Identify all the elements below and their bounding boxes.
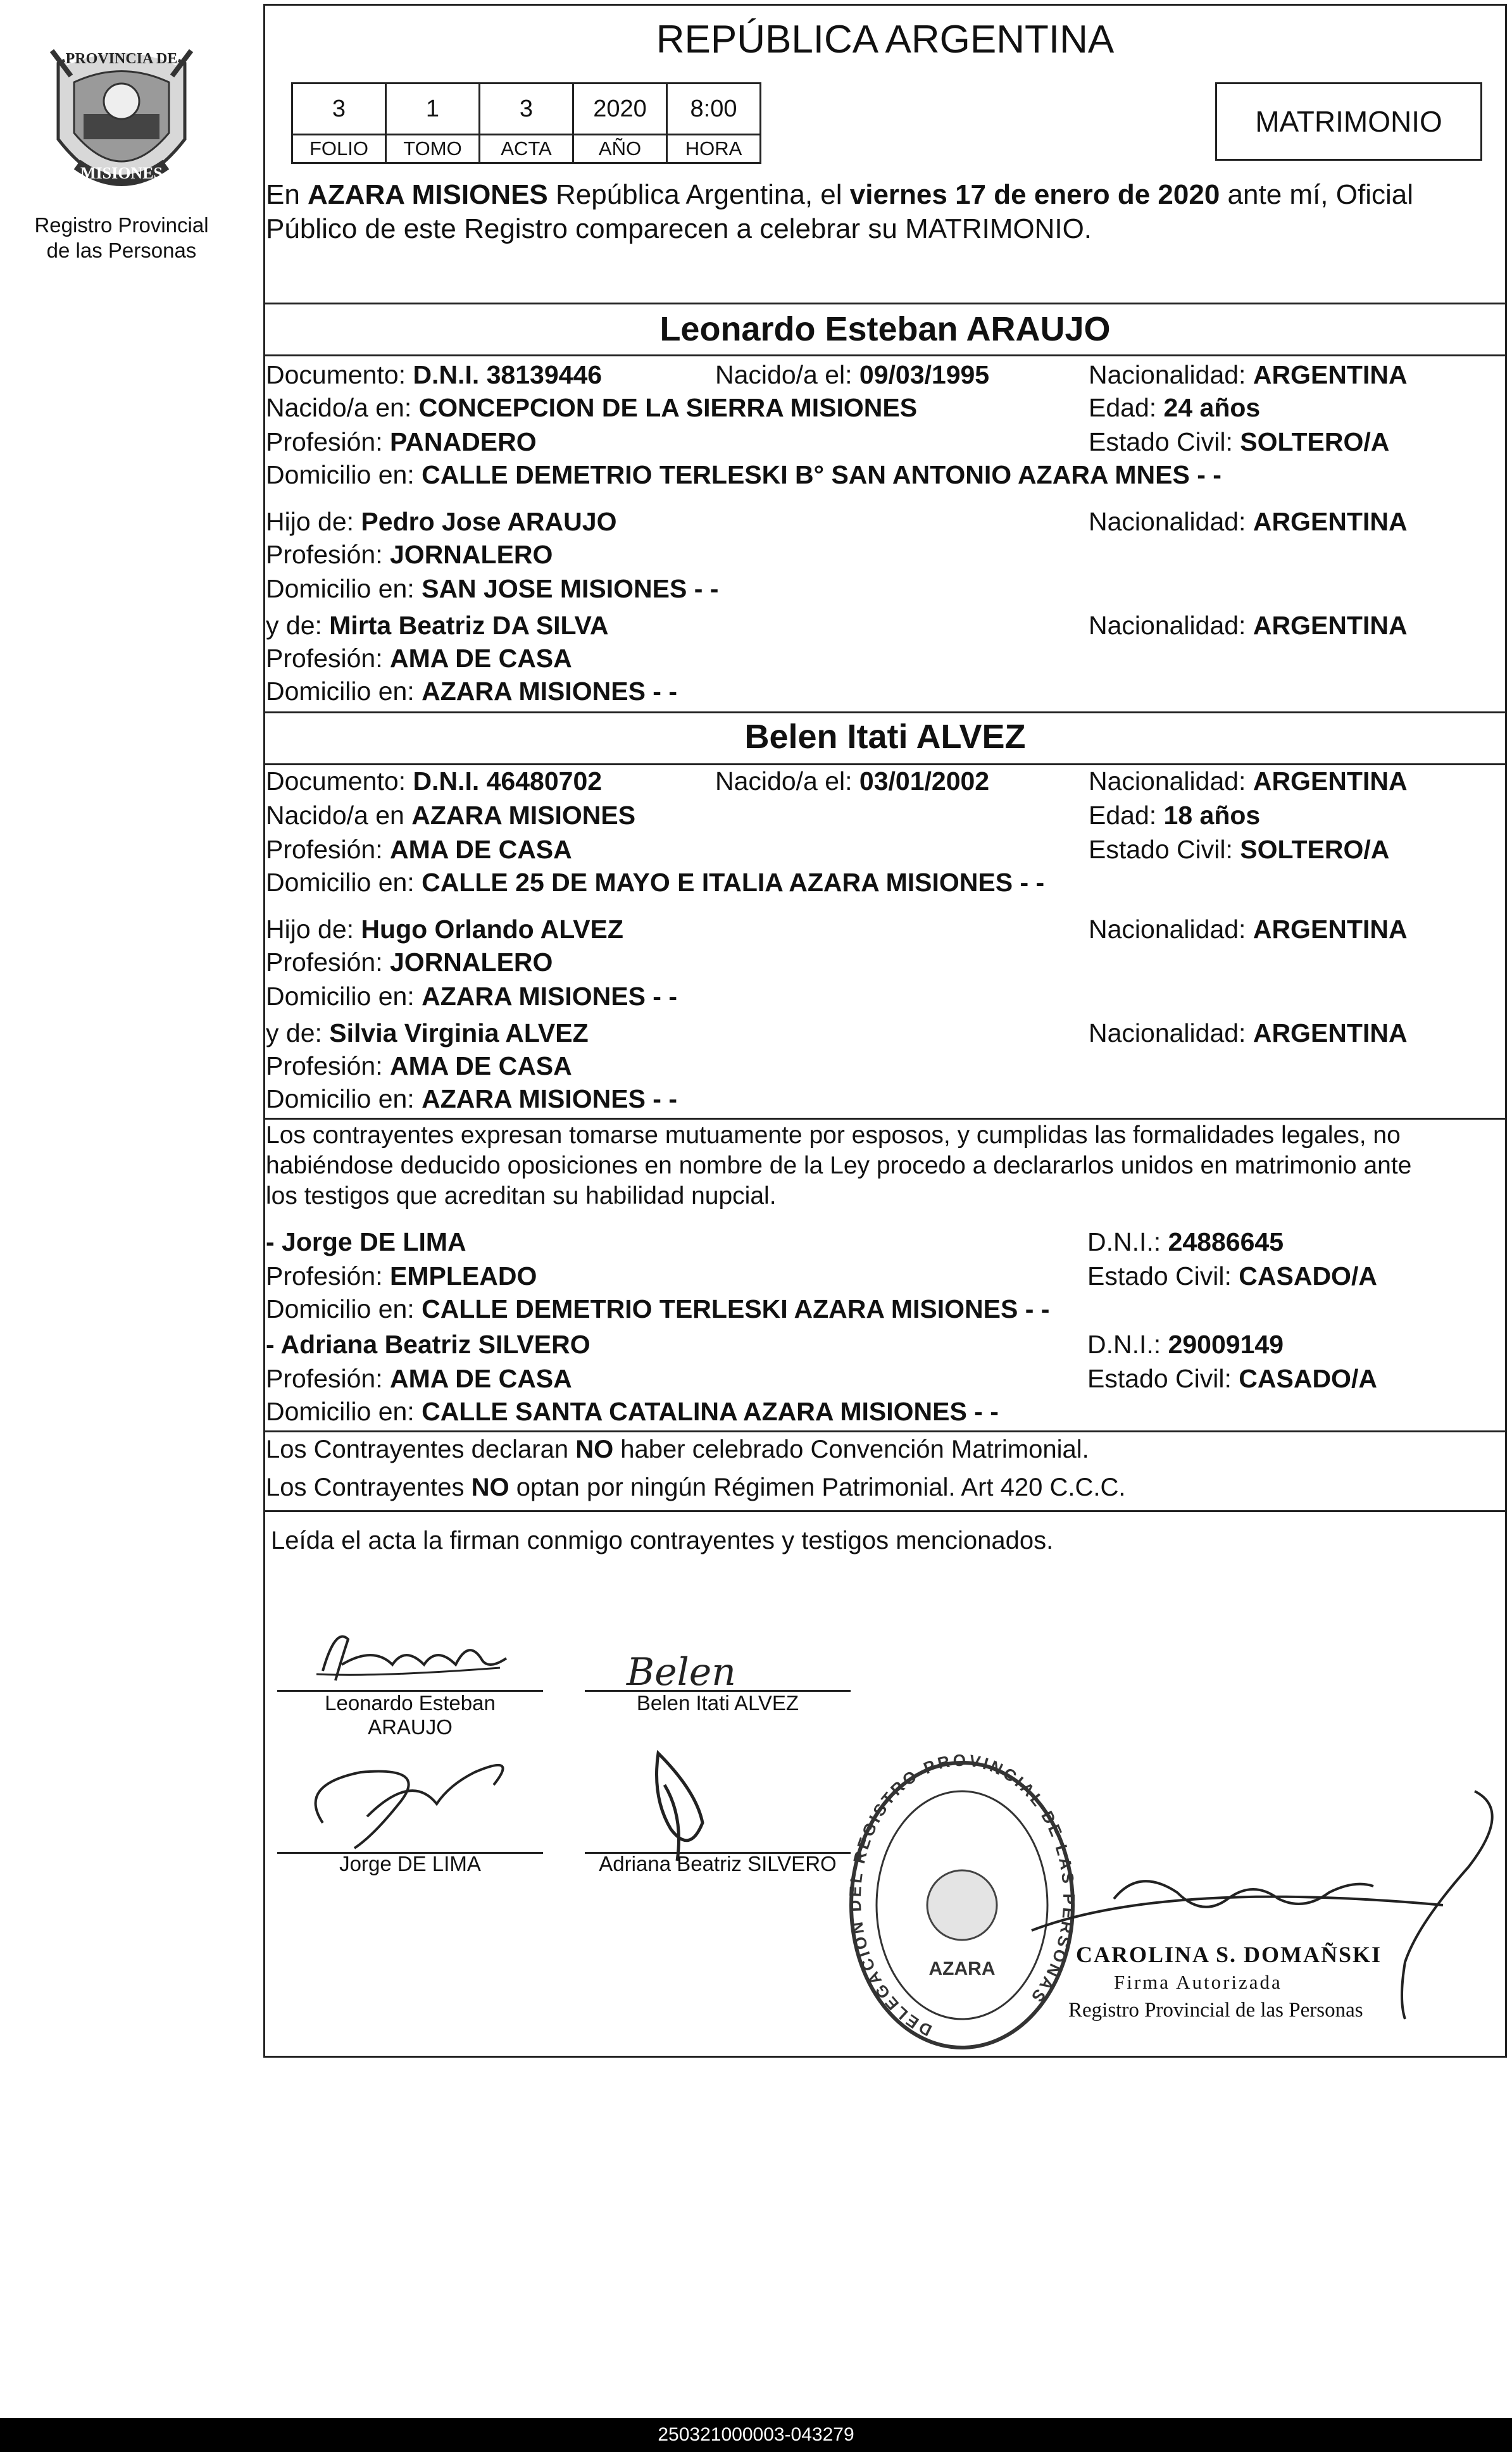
bride-domicile: Domicilio en: CALLE 25 DE MAYO E ITALIA AZARA MISIONES - -: [266, 868, 1045, 897]
intro-text: República Argentina, el: [547, 179, 850, 210]
bride-mother-nationality: Nacionalidad: ARGENTINA: [1089, 1018, 1408, 1048]
witness1-signature: [285, 1747, 525, 1855]
bride-mother-domicile: Domicilio en: AZARA MISIONES - -: [266, 1084, 678, 1113]
witness1-name: - Jorge DE LIMA: [266, 1227, 466, 1256]
convention-statement: Los Contrayentes declaran NO haber celebrado Convención Matrimonial.: [266, 1436, 1089, 1463]
groom-mother-nationality: Nacionalidad: ARGENTINA: [1089, 611, 1408, 640]
bride-father-nationality: Nacionalidad: ARGENTINA: [1089, 915, 1408, 944]
hora-label: HORA: [667, 135, 761, 163]
declaration-line-3: los testigos que acreditan su habilidad nupcial.: [266, 1182, 777, 1210]
groom-mother-domicile: Domicilio en: AZARA MISIONES - -: [266, 677, 678, 706]
groom-father-profession: Profesión: JORNALERO: [266, 540, 553, 569]
folio-label: FOLIO: [292, 135, 386, 163]
svg-text:MISIONES: MISIONES: [80, 164, 163, 182]
intro-date: viernes 17 de enero de 2020: [849, 179, 1220, 210]
groom-profession: Profesión: PANADERO: [266, 427, 537, 456]
groom-name: Leonardo Esteban ARAUJO: [659, 310, 1111, 348]
intro-line-2: Público de este Registro comparecen a celebrar su MATRIMONIO.: [266, 213, 1092, 244]
bride-mother-profession: Profesión: AMA DE CASA: [266, 1051, 572, 1080]
witness2-signature-label: Adriana Beatriz SILVERO: [599, 1852, 837, 1875]
officer-name: CAROLINA S. DOMAÑSKI: [1076, 1942, 1382, 1967]
groom-domicile: Domicilio en: CALLE DEMETRIO TERLESKI B° SAN ANTONIO AZARA MNES - -: [266, 460, 1221, 489]
divider: [263, 711, 1507, 713]
acta-label: ACTA: [480, 135, 573, 163]
bride-profession: Profesión: AMA DE CASA: [266, 835, 572, 864]
declaration-line-2: habiéndose deducido oposiciones en nombre de la Ley procedo a declararlos unidos en matrimonio ante: [266, 1152, 1412, 1179]
groom-birthplace: Nacido/a en: CONCEPCION DE LA SIERRA MISIONES: [266, 393, 918, 422]
bride-mother: y de: Silvia Virginia ALVEZ: [266, 1018, 589, 1048]
witness1-dni: D.N.I.: 24886645: [1087, 1227, 1284, 1256]
bride-father-profession: Profesión: JORNALERO: [266, 948, 553, 977]
svg-text:DELEGACION DEL REGISTRO PROVIN: DELEGACION DEL REGISTRO PROVINCIAL DE LAS PERSONAS: [845, 1753, 1079, 2041]
witness1-civil-status: Estado Civil: CASADO/A: [1087, 1261, 1377, 1291]
bride-nationality: Nacionalidad: ARGENTINA: [1089, 766, 1408, 796]
svg-text:PROVINCIA DE: PROVINCIA DE: [65, 51, 178, 67]
divider: [263, 303, 1507, 304]
witness1-profession: Profesión: EMPLEADO: [266, 1261, 537, 1291]
bride-age: Edad: 18 años: [1089, 801, 1261, 830]
registry-label-2: de las Personas: [46, 239, 197, 262]
bride-father: Hijo de: Hugo Orlando ALVEZ: [266, 915, 623, 944]
bride-born: Nacido/a el: 03/01/2002: [715, 766, 990, 796]
hora-value: 8:00: [667, 84, 761, 135]
document-code: 250321000003-043279: [0, 2418, 1512, 2452]
groom-father-nationality: Nacionalidad: ARGENTINA: [1089, 507, 1408, 536]
registry-label-1: Registro Provincial: [34, 213, 209, 237]
officer-office: Registro Provincial de las Personas: [1068, 1999, 1363, 2022]
svg-text:Belen: Belen: [627, 1650, 736, 1694]
groom-born: Nacido/a el: 09/03/1995: [715, 360, 990, 389]
tomo-label: TOMO: [386, 135, 480, 163]
intro-text: En: [266, 179, 308, 210]
witness2-domicile: Domicilio en: CALLE SANTA CATALINA AZARA MISIONES - -: [266, 1397, 999, 1426]
bride-birthplace: Nacido/a en AZARA MISIONES: [266, 801, 636, 830]
officer-role: Firma Autorizada: [1114, 1971, 1282, 1993]
folio-value: 3: [292, 84, 386, 135]
record-type-box: [1215, 82, 1482, 161]
witness2-civil-status: Estado Civil: CASADO/A: [1087, 1364, 1377, 1393]
declaration-line-1: Los contrayentes expresan tomarse mutuamente por esposos, y cumplidas las formalidades legales, no: [266, 1122, 1401, 1149]
witness1-signature-label: Jorge DE LIMA: [339, 1852, 481, 1875]
svg-text:AZARA: AZARA: [928, 1958, 996, 1979]
groom-father-domicile: Domicilio en: SAN JOSE MISIONES - -: [266, 574, 719, 603]
record-type: MATRIMONIO: [1255, 105, 1442, 138]
country-title: REPÚBLICA ARGENTINA: [656, 18, 1115, 61]
intro-line-1: [266, 178, 1413, 211]
groom-civil-status: Estado Civil: SOLTERO/A: [1089, 427, 1390, 456]
intro-text: ante mí, Oficial: [1220, 179, 1413, 210]
witness1-domicile: Domicilio en: CALLE DEMETRIO TERLESKI AZARA MISIONES - -: [266, 1294, 1050, 1323]
bride-name: Belen Itati ALVEZ: [744, 718, 1026, 756]
province-seal: [39, 38, 204, 209]
intro-place: AZARA MISIONES: [308, 179, 548, 210]
groom-age: Edad: 24 años: [1089, 393, 1261, 422]
divider: [263, 1510, 1507, 1512]
bride-signature-label: Belen Itati ALVEZ: [636, 1691, 799, 1715]
witness2-dni: D.N.I.: 29009149: [1087, 1330, 1284, 1359]
acta-value: 3: [480, 84, 573, 135]
groom-father: Hijo de: Pedro Jose ARAUJO: [266, 507, 617, 536]
regime-statement: Los Contrayentes NO optan por ningún Régimen Patrimonial. Art 420 C.C.C.: [266, 1473, 1126, 1501]
groom-signature-label-1: Leonardo Esteban: [325, 1691, 496, 1715]
tomo-value: 1: [386, 84, 480, 135]
record-grid: [291, 82, 761, 164]
ano-label: AÑO: [573, 135, 667, 163]
divider: [263, 1430, 1507, 1432]
bride-civil-status: Estado Civil: SOLTERO/A: [1089, 835, 1390, 864]
groom-nationality: Nacionalidad: ARGENTINA: [1089, 360, 1408, 389]
witness2-profession: Profesión: AMA DE CASA: [266, 1364, 572, 1393]
groom-mother: y de: Mirta Beatriz DA SILVA: [266, 611, 609, 640]
groom-mother-profession: Profesión: AMA DE CASA: [266, 644, 572, 673]
groom-doc: Documento: D.N.I. 38139446: [266, 360, 603, 389]
bride-signature: [608, 1646, 747, 1696]
ano-value: 2020: [573, 84, 667, 135]
bride-doc: Documento: D.N.I. 46480702: [266, 766, 603, 796]
witness2-name: - Adriana Beatriz SILVERO: [266, 1330, 590, 1359]
closing-statement: Leída el acta la firman conmigo contrayentes y testigos mencionados.: [271, 1527, 1054, 1554]
groom-signature: [297, 1620, 525, 1690]
bride-father-domicile: Domicilio en: AZARA MISIONES - -: [266, 982, 678, 1011]
divider: [263, 354, 1507, 356]
groom-signature-label-2: ARAUJO: [368, 1715, 453, 1739]
